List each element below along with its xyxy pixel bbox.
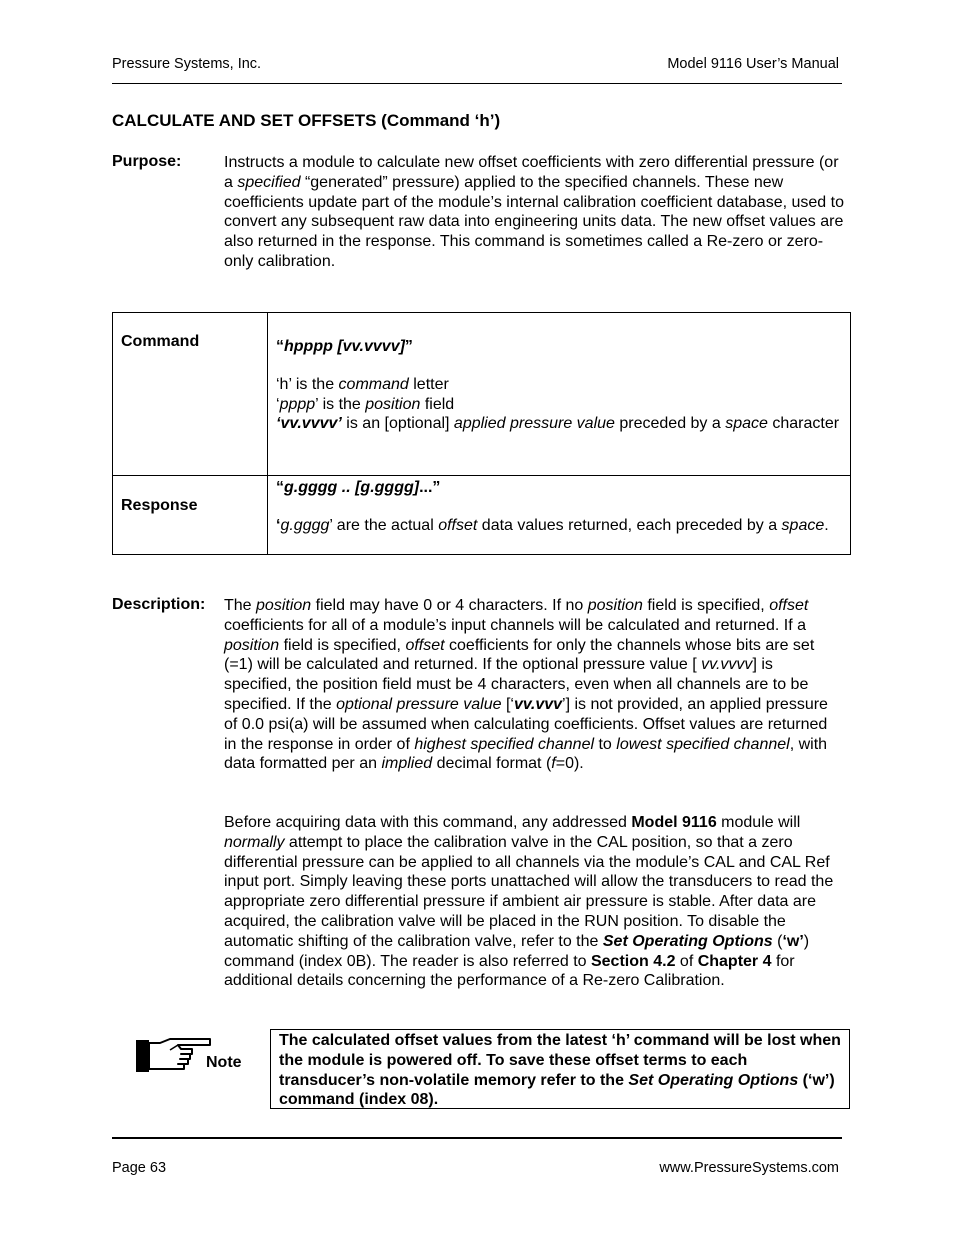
footer-rule [112,1137,842,1139]
description-label: Description: [112,596,206,613]
command-syntax: “hpppp [vv.vvvv]” [276,338,413,355]
note-box: The calculated offset values from the latest ‘h’ command will be lost when the module is powered off. To save these offset terms to each transducer’s non-volatile memory refer to the Set Operating Options (‘w’) command (index 08). [270,1029,850,1109]
text-run: =0). [555,755,584,773]
response-description: ‘g.gggg’ are the actual offset data values returned, each preceded by a space. [276,516,829,534]
purpose-text: Instructs a module to calculate new offset coefficients with zero differential pressure (or a specified “generated” pressure) applied to the specified channels. These new coefficients update part of the module’s internal calibration coefficient database, used to convert any subsequent raw data into engineering units data. The new offset values are also returned in the response. This command is sometimes called a Re-zero or zero-only calibration. [224,154,844,270]
text-run: f [551,755,556,773]
text-run: ‘w’ [782,932,804,950]
text-run: Model 9116 [631,814,717,831]
text-run: offset [405,636,445,654]
text-run: ) command (index 0B). The reader is also referred to [224,932,810,970]
text-run: The [224,597,257,614]
text-run: vv.vvv [513,695,563,713]
text-run: , with data formatted per an [224,735,828,773]
command-table [112,312,851,555]
text-run: [‘ [501,695,514,713]
text-run: Before acquiring data with this command, any addressed [224,814,632,831]
text-run: ’] is not provided, an applied pressure of 0.0 psi(a) will be assumed when calculating coefficients. Offset values are returned in the response in order of [224,695,828,753]
response-content [268,476,850,536]
text-run: lowest specified channel [616,735,790,753]
command-row [113,313,851,476]
text-run: for additional details concerning the performance of a Re-zero Calibration. [224,952,795,990]
footer-page-number: Page 63 [112,1160,167,1176]
command-content [268,313,850,434]
text-run: highest specified channel [414,735,595,753]
text-run: implied [381,755,433,773]
header-rule [112,83,842,84]
purpose-label: Purpose: [112,153,182,170]
text-run: ( [772,932,783,950]
text-run: module will [716,814,801,831]
text-run: ] is specified, the position field must be 4 characters, even when all channels are to be specified. If the [224,656,809,713]
text-run: of [675,952,698,970]
text-run: field is specified, [279,636,406,654]
text-run: field may have 0 or 4 characters. If no [311,597,588,614]
command-letter-line: ‘h’ is the command letter [276,375,449,393]
command-label: Command [121,333,200,350]
footer-website: www.PressureSystems.com [659,1160,839,1176]
pressure-value-line: ‘vv.vvvv’ is an [optional] applied pressure value preceded by a space character [276,415,840,433]
text-run: attempt to place the calibration valve in the CAL position, so that a zero differential pressure can be applied to all channels via the module’s CAL and CAL Ref input port. Simply leaving these ports unattached will allow the transducers to read the appropriate zero differential pressure if ambient air pressure is stable. After data are acquired, the calibration valve will be placed in the RUN position. To disable the automatic shifting of the calibration valve, refer to the [224,833,834,950]
note-label: Note [206,1054,242,1071]
text-run: Chapter 4 [697,952,772,970]
text-run: position [256,597,312,614]
text-run: to [594,735,617,753]
text-run: Set Operating Options [602,932,773,950]
text-run: decimal format ( [432,755,552,773]
section-title: CALCULATE AND SET OFFSETS (Command ‘h’) [112,111,501,130]
text-run: vv.vvvv [701,656,753,674]
text-run: field is specified, [642,597,770,614]
text-run: normally [224,833,285,851]
text-run: coefficients for all of a module’s input channels will be calculated and returned. If a [224,616,806,634]
text-run: Section 4.2 [590,952,676,970]
header-company: Pressure Systems, Inc. [112,56,262,72]
response-label: Response [121,497,198,514]
header-manual-title: Model 9116 User’s Manual [667,56,839,72]
text-run: coefficients for only the channels whose bits are set (=1) will be calculated and returned. If the optional pressure value [ [224,636,815,674]
response-syntax: “g.gggg .. [g.gggg]...” [276,479,441,496]
text-run: position [587,597,643,614]
description-paragraph-2 [224,813,838,991]
position-field-line: ‘pppp’ is the position field [276,395,455,413]
text-run: position [224,636,280,654]
pointing-hand-icon [134,1034,214,1081]
text-run: offset [769,597,809,614]
description-paragraph-1 [224,596,838,774]
response-row [113,476,851,555]
text-run: optional pressure value [336,695,502,713]
